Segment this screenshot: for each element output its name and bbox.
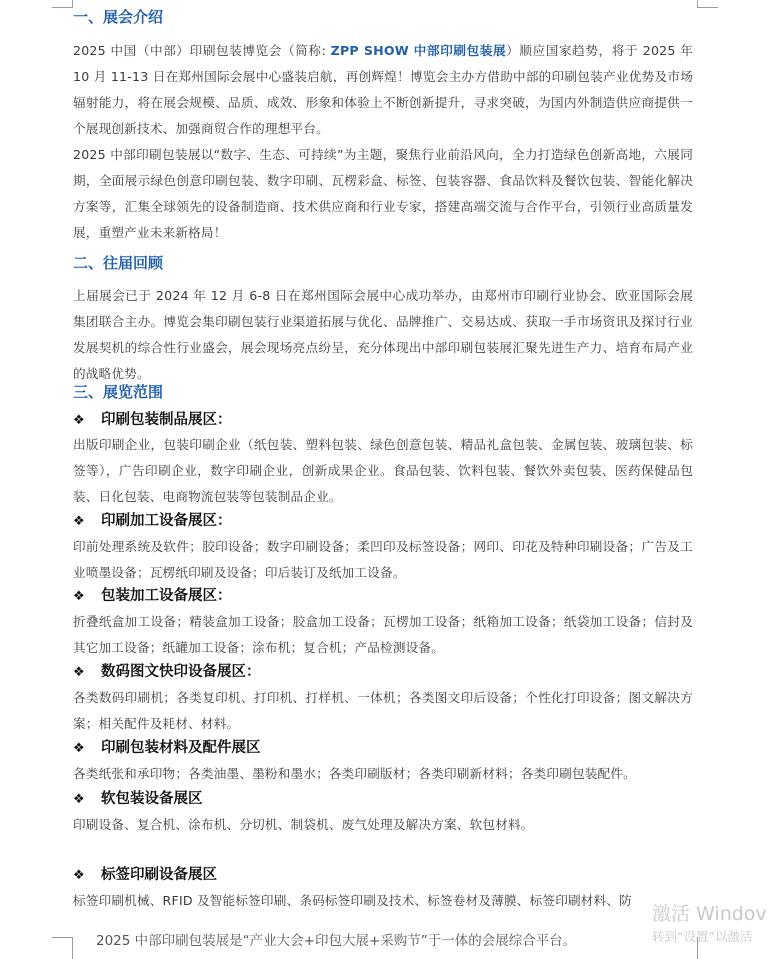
zone-title-digital-printing: ❖ 数码图文快印设备展区： [73, 661, 261, 684]
zone-title-materials: ❖ 印刷包装材料及配件展区 [73, 737, 261, 760]
show-short-name: ZPP SHOW 中部印刷包装展 [330, 43, 507, 58]
page-footer: 2025 中部印刷包装展是“产业大会+印包大展+采购节”于一体的会展综合平台。 [96, 933, 577, 949]
diamond-bullet-icon: ❖ [73, 868, 85, 883]
zone-title-flexible-packaging: ❖ 软包装设备展区 [73, 788, 203, 811]
zone-desc-printing-equipment: 印前处理系统及软件；胶印设备；数字印刷设备；柔凹印及标签设备；网印、印花及特种印刷设备；广告及工业喷墨设备；瓦楞纸印刷及设备；印后装订及纸加工设备。 [73, 539, 693, 580]
intro-text-after: ）顺应国家趋势，将于 2025 年 10 月 11-13 日在郑州国际会展中心盛装启航，再创辉煌！博览会主办方借助中部的印刷包装产业优势及市场辐射能力，将在展会规模、品质、成效、形象和体验上不断创新提升，寻求突破，为国内外制造供应商提供一个展现创新技术、加强商贸合作的理想平台。 [73, 43, 693, 136]
diamond-bullet-icon: ❖ [73, 741, 85, 756]
windows-activation-hint: 转到“设置”以激活 [652, 929, 753, 944]
intro-paragraph-2: 2025 中部印刷包装展以“数字、生态、可持续”为主题，聚焦行业前沿风向，全力打造绿色创新高地，六展同期，全面展示绿色创意印刷包装、数字印刷、瓦楞彩盒、标签、包装容器、食品饮料及餐饮包装、智能化解决方案等，汇集全球领先的设备制造商、技术供应商和行业专家，搭建高端交流与合作平台，引领行业高质量发展，重塑产业未来新格局！ [73, 147, 693, 240]
diamond-bullet-icon: ❖ [73, 589, 85, 604]
review-paragraph: 上届展会已于 2024 年 12 月 6-8 日在郑州国际会展中心成功举办，由郑州市印刷行业协会、欧亚国际会展集团联合主办。博览会集印刷包装行业渠道拓展与优化、品牌推广、交易达成、获取一手市场资讯及探讨行业发展契机的综合性行业盛会，展会现场亮点纷呈，充分体现出中部印刷包装展汇聚先进生产力、培育布局产业的战略优势。 [73, 288, 693, 381]
diamond-bullet-icon: ❖ [73, 665, 85, 680]
zone-title-label-printing: ❖ 标签印刷设备展区 [73, 864, 217, 887]
zone-desc-flexible-packaging: 印刷设备、复合机、涂布机、分切机、制袋机、废气处理及解决方案、软包材料。 [73, 817, 534, 832]
zone-title-packaging-equipment: ❖ 包装加工设备展区： [73, 585, 232, 608]
crop-mark-top-right-h [697, 7, 718, 8]
zone-desc-digital-printing: 各类数码印刷机；各类复印机、打印机、打样机、一体机；各类图文印后设备；个性化打印设备；图文解决方案；相关配件及耗材、材料。 [73, 690, 693, 731]
crop-mark-bottom-left-v [72, 937, 73, 959]
zone-desc-label-printing: 标签印刷机械、RFID 及智能标签印刷、条码标签印刷及技术、标签卷材及薄膜、标签印刷材料、防 [73, 893, 632, 908]
zone-desc-packaging-equipment: 折叠纸盒加工设备；精装盒加工设备；胶盒加工设备；瓦楞加工设备；纸箱加工设备；纸袋加工设备；信封及其它加工设备；纸罐加工设备；涂布机；复合机；产品检测设备。 [73, 614, 693, 655]
diamond-bullet-icon: ❖ [73, 514, 85, 529]
intro-text-before: 2025 中国（中部）印刷包装博览会（简称: [73, 43, 331, 58]
zone-desc-printed-products: 出版印刷企业，包装印刷企业（纸包装、塑料包装、绿色创意包装、精品礼盒包装、金属包装、玻璃包装、标签等），广告印刷企业，数字印刷企业，创新成果企业。食品包装、饮料包装、餐饮外卖包装、医药保健品包装、日化包装、电商物流包装等包装制品企业。 [73, 437, 693, 504]
diamond-bullet-icon: ❖ [73, 792, 85, 807]
section-heading-intro: 一、展会介绍 [73, 8, 164, 26]
section-heading-review: 二、往届回顾 [73, 254, 164, 272]
crop-mark-top-left-h [52, 7, 73, 8]
windows-activation-watermark: 激活 Windov [652, 903, 767, 925]
zone-title-printing-equipment: ❖ 印刷加工设备展区： [73, 510, 232, 533]
crop-mark-bottom-left-h [52, 937, 73, 938]
diamond-bullet-icon: ❖ [73, 413, 85, 428]
zone-desc-materials: 各类纸张和承印物；各类油墨、墨粉和墨水；各类印刷版材；各类印刷新材料；各类印刷包装配件。 [73, 766, 636, 781]
zone-title-printed-products: ❖ 印刷包装制品展区： [73, 409, 232, 432]
intro-paragraph-1 [73, 38, 693, 142]
section-heading-scope: 三、展览范围 [73, 383, 164, 401]
